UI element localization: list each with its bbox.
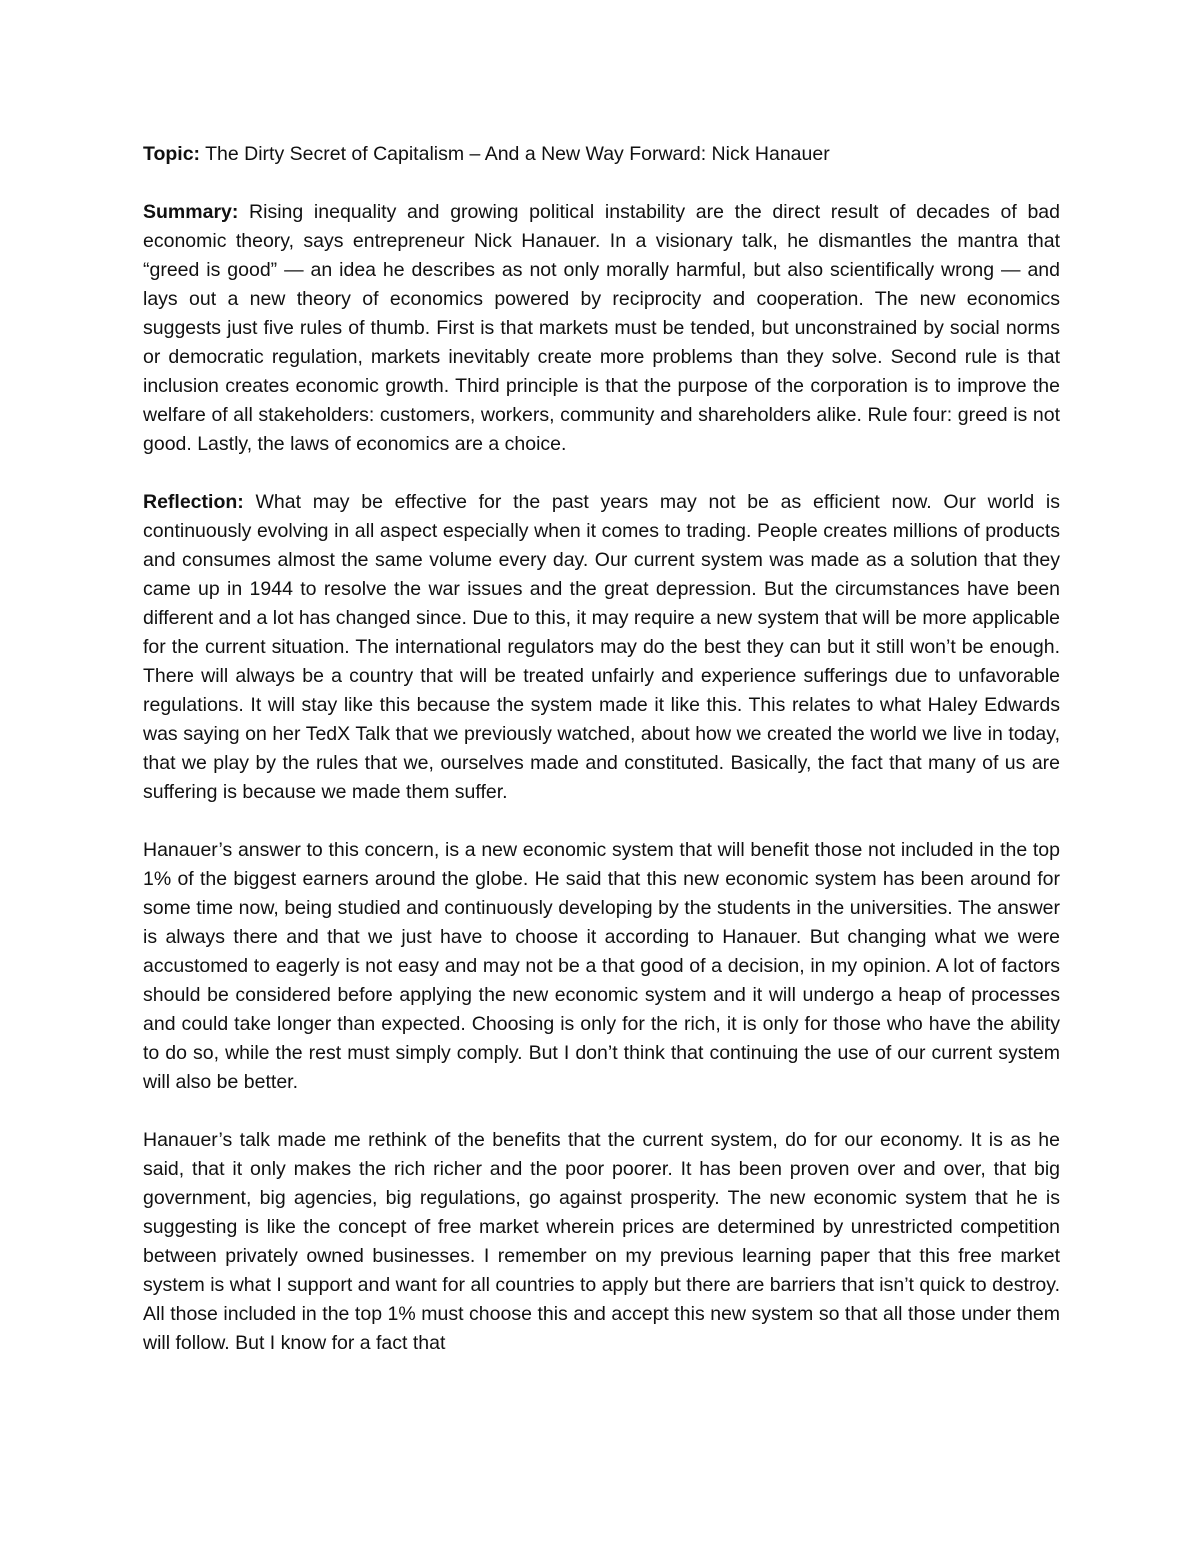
body-paragraph-2: Hanauer’s talk made me rethink of the benefits that the current system, do for our economy. It is as he said, that it only makes the rich richer and the poor poorer. It has been proven over and over, that big government, big agencies, big regulations, go against prosperity. The new economic system that he is suggesting is like the concept of free market wherein prices are determined by unrestricted competition between privately owned businesses. I remember on my previous learning paper that this free market system is what I support and want for all countries to apply but there are barriers that isn’t quick to destroy. All those included in the top 1% must choose this and accept this new system so that all those under them will follow. But I know for a fact that: [143, 1129, 1060, 1354]
document-body: [143, 140, 1060, 1387]
topic-label: Topic:: [143, 143, 201, 165]
topic-text: The Dirty Secret of Capitalism – And a New Way Forward: Nick Hanauer: [200, 143, 830, 165]
reflection-text: What may be effective for the past years may not be as efficient now. Our world is continuously evolving in all aspect especially when it comes to trading. People creates millions of products and consumes almost the same volume every day. Our current system was made as a solution that they came up in 1944 to resolve the war issues and the great depression. But the circumstances have been different and a lot has changed since. Due to this, it may require a new system that will be more applicable for the current situation. The international regulators may do the best they can but it still won’t be enough. There will always be a country that will be treated unfairly and experience sufferings due to unfavorable regulations. It will stay like this because the system made it like this. This relates to what Haley Edwards was saying on her TedX Talk that we previously watched, about how we created the world we live in today, that we play by the rules that we, ourselves made and constituted. Basically, the fact that many of us are suffering is because we made them suffer.: [143, 491, 1060, 803]
reflection-label: Reflection:: [143, 491, 244, 513]
topic-paragraph: [143, 140, 1060, 169]
summary-text: Rising inequality and growing political instability are the direct result of decades of bad economic theory, says entrepreneur Nick Hanauer. In a visionary talk, he dismantles the mantra that “greed is good” — an idea he describes as not only morally harmful, but also scientifically wrong — and lays out a new theory of economics powered by reciprocity and cooperation. The new economics suggests just five rules of thumb. First is that markets must be tended, but unconstrained by social norms or democratic regulation, markets inevitably create more problems than they solve. Second rule is that inclusion creates economic growth. Third principle is that the purpose of the corporation is to improve the welfare of all stakeholders: customers, workers, community and shareholders alike. Rule four: greed is not good. Lastly, the laws of economics are a choice.: [143, 201, 1060, 455]
reflection-paragraph: [143, 488, 1060, 807]
summary-label: Summary:: [143, 201, 239, 223]
summary-paragraph: [143, 198, 1060, 459]
body-paragraph-1: Hanauer’s answer to this concern, is a new economic system that will benefit those not included in the top 1% of the biggest earners around the globe. He said that this new economic system has been around for some time now, being studied and continuously developing by the students in the universities. The answer is always there and that we just have to choose it according to Hanauer. But changing what we were accustomed to eagerly is not easy and may not be a that good of a decision, in my opinion. A lot of factors should be considered before applying the new economic system and it will undergo a heap of processes and could take longer than expected. Choosing is only for the rich, it is only for those who have the ability to do so, while the rest must simply comply. But I don’t think that continuing the use of our current system will also be better.: [143, 839, 1060, 1093]
